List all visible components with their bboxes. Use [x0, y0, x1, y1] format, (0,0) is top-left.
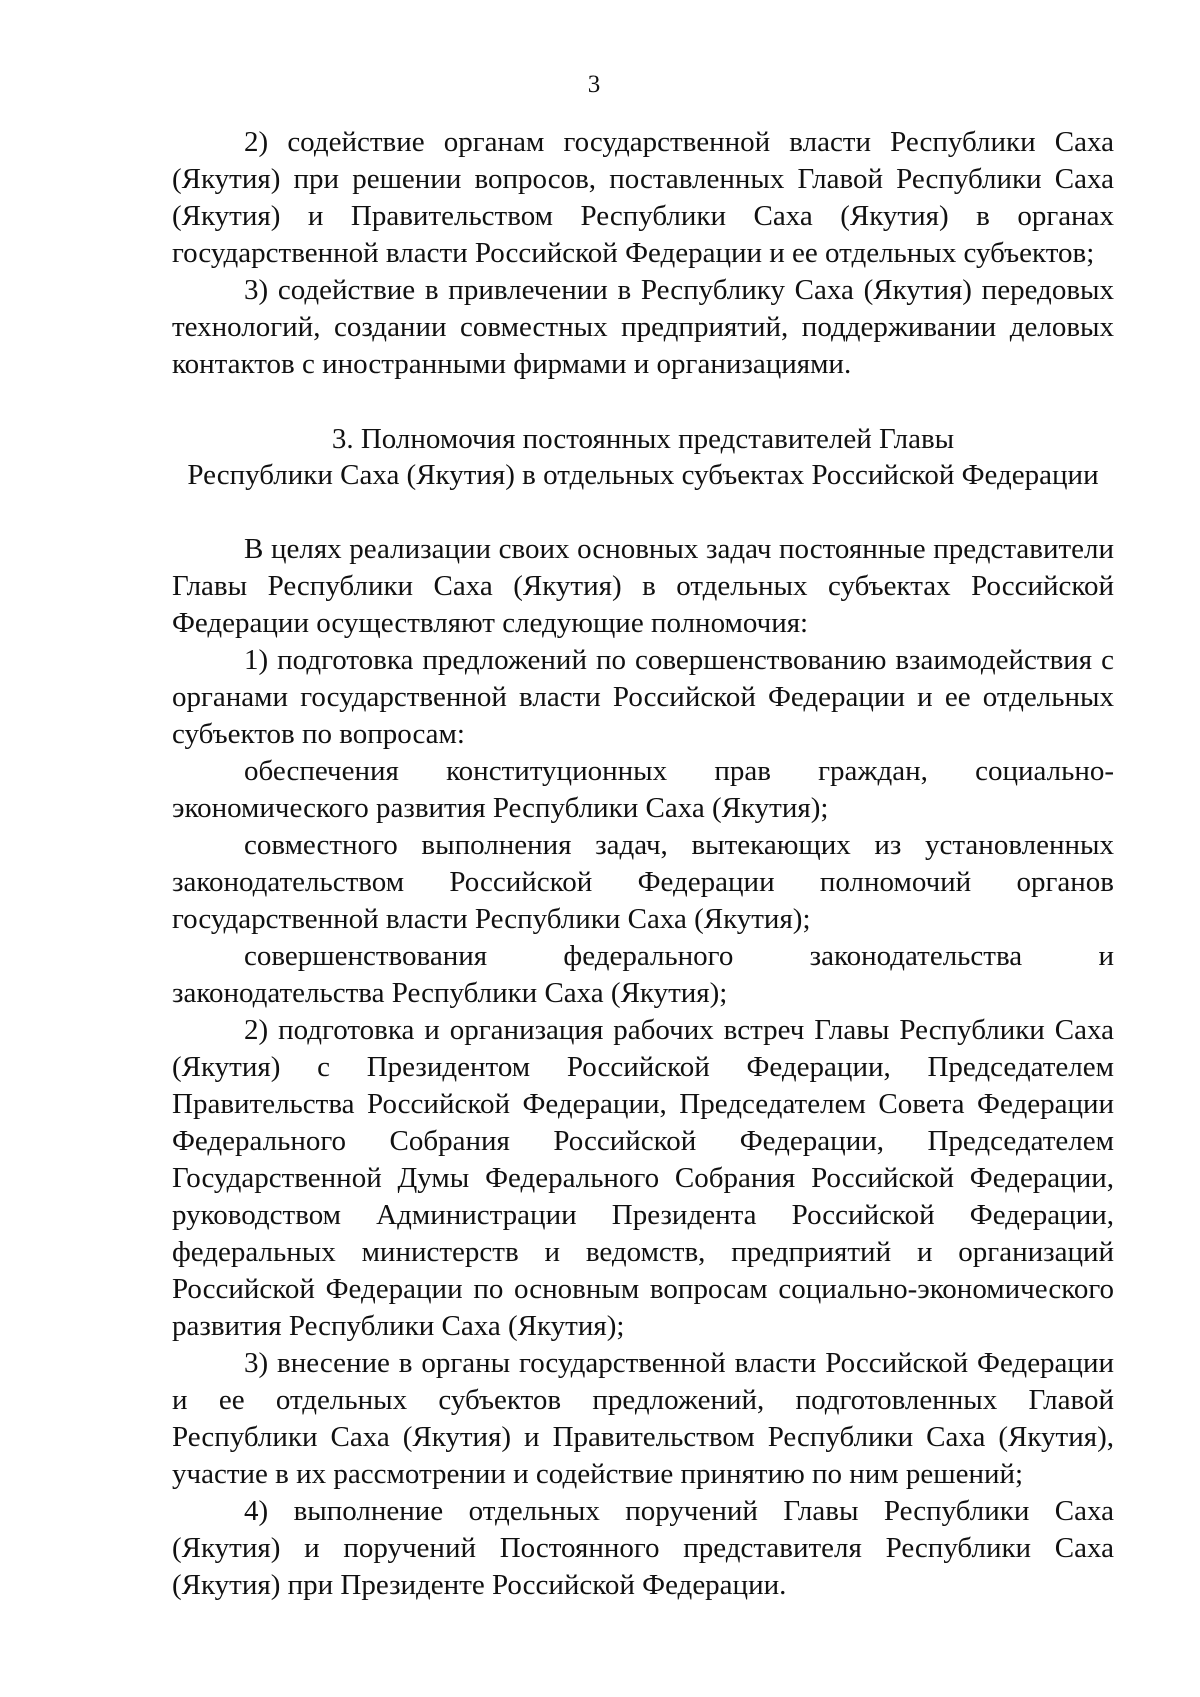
paragraph-item-2-assistance: 2) содействие органам государственной власти Республики Саха (Якутия) при решении вопросов, поставленных Главой Республики Саха (Якутия) и Правительством Республики Саха (Якутия) в органах государственной власти Российской Федерации и ее отдельных субъектов;	[172, 126, 1114, 269]
section-heading	[172, 421, 1114, 493]
page-number: 3	[587, 71, 601, 98]
section-heading-line-1: 3. Полномочия постоянных представителей Главы	[331, 423, 955, 455]
paragraph-subitem-rights: обеспечения конституционных прав граждан, социально-экономического развития Республики Саха (Якутия);	[172, 755, 1114, 824]
paragraph-powers-4: 4) выполнение отдельных поручений Главы Республики Саха (Якутия) и поручений Постоянного представителя Республики Саха (Якутия) при Президенте Российской Федерации.	[172, 1495, 1114, 1601]
paragraph-subitem-legislation: совершенствования федерального законодательства и законодательства Республики Саха (Якутия);	[172, 940, 1114, 1009]
document-body	[172, 124, 1114, 1604]
paragraph-subitem-joint-tasks: совместного выполнения задач, вытекающих из установленных законодательством Российской Федерации полномочий органов государственной власти Республики Саха (Якутия);	[172, 829, 1114, 935]
paragraph-powers-1: 1) подготовка предложений по совершенствованию взаимодействия с органами государственной власти Российской Федерации и ее отдельных субъектов по вопросам:	[172, 644, 1114, 750]
section-heading-line-2: Республики Саха (Якутия) в отдельных субъектах Российской Федерации	[187, 459, 1099, 491]
paragraph-powers-2: 2) подготовка и организация рабочих встреч Главы Республики Саха (Якутия) с Президентом Российской Федерации, Председателем Правительства Российской Федерации, Председателем Совета Федерации Федерального Собрания Российской Федерации, Председателем Государственной Думы Федерального Собрания Российской Федерации, руководством Администрации Президента Российской Федерации, федеральных министерств и ведомств, предприятий и организаций Российской Федерации по основным вопросам социально-экономического развития Республики Саха (Якутия);	[172, 1014, 1114, 1342]
paragraph-powers-3: 3) внесение в органы государственной власти Российской Федерации и ее отдельных субъектов предложений, подготовленных Главой Республики Саха (Якутия) и Правительством Республики Саха (Якутия), участие в их рассмотрении и содействие принятию по ним решений;	[172, 1347, 1114, 1490]
paragraph-intro: В целях реализации своих основных задач постоянные представители Главы Республики Саха (Якутия) в отдельных субъектах Российской Федерации осуществляют следующие полномочия:	[172, 533, 1114, 639]
paragraph-item-3-technologies: 3) содействие в привлечении в Республику Саха (Якутия) передовых технологий, создании совместных предприятий, поддерживании деловых контактов с иностранными фирмами и организациями.	[172, 274, 1114, 380]
